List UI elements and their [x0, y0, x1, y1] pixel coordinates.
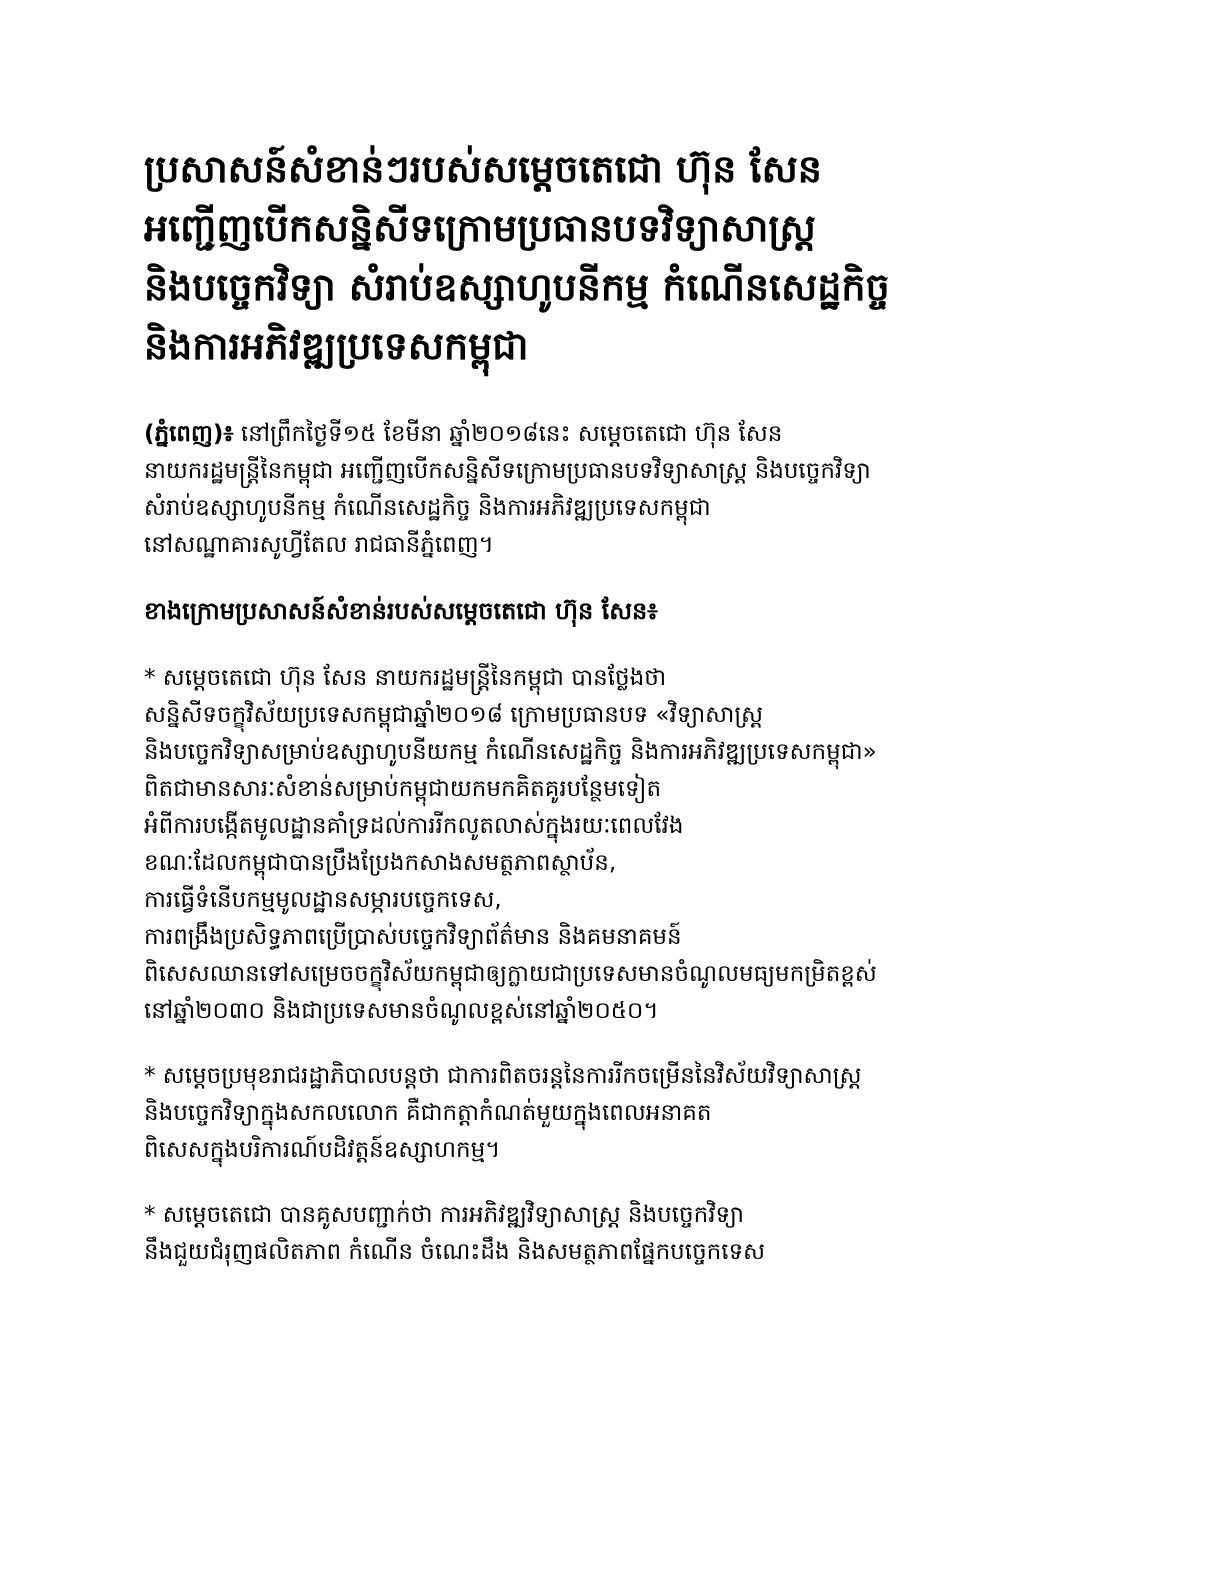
- point-line: និងបច្ចេកវិទ្យាក្នុងសកលលោក គឺជាកត្តាកំណត់មួយក្នុងពេលអនាគត: [144, 1100, 712, 1126]
- title-line: ប្រសាសន៍សំខាន់ៗរបស់សម្តេចតេជោ ហ៊ុន សែន: [144, 147, 822, 191]
- point-line: ការពង្រឹងប្រសិទ្ធភាពប្រើប្រាស់បច្ចេកវិទ្យាព័ត៌មាន និងគមនាគមន៍: [144, 924, 682, 950]
- point-line: អំពីការបង្កើតមូលដ្ឋានគាំទ្រដល់ការរីកលូតលាស់ក្នុងរយៈពេលវែង: [144, 813, 684, 839]
- point-paragraph: [144, 660, 1080, 1030]
- title-line: អញ្ជើញបើកសន្និសីទក្រោមប្រធានបទវិទ្យាសាស្ត្រ: [144, 206, 816, 250]
- point-line: នឹងជួយជំរុញផលិតភាព កំណើន ចំណេះដឹង និងសមត្ថភាពផ្នែកបច្ចេកទេស: [144, 1239, 766, 1265]
- point-line: សន្និសីទចក្ខុវិស័យប្រទេសកម្ពុជាឆ្នាំ២០១៨ ក្រោមប្រធានបទ «វិទ្យាសាស្ត្រ: [144, 702, 764, 728]
- point-paragraph: [144, 1058, 1080, 1169]
- point-line: ខណៈដែលកម្ពុជាបានប្រឹងប្រែងកសាងសមត្ថភាពស្ថាប័ន,: [144, 850, 617, 876]
- article-title: [144, 140, 1080, 376]
- point-line: ពិសេសឈានទៅសម្រេចចក្ខុវិស័យកម្ពុជាឲ្យក្លាយជាប្រទេសមានចំណូលមធ្យមកម្រិតខ្ពស់: [144, 961, 877, 987]
- point-line: និងបច្ចេកវិទ្យាសម្រាប់ឧស្សាហូបនីយកម្ម កំណើនសេដ្ឋកិច្ច និងការអភិវឌ្ឍប្រទេសកម្ពុជា»: [144, 739, 877, 765]
- dateline: (ភ្នំពេញ)៖: [144, 421, 234, 447]
- intro-first-line-text: នៅព្រឹកថ្ងៃទី១៥ ខែមីនា ឆ្នាំ២០១៨នេះ សម្តេចតេជោ ហ៊ុន សែន: [233, 421, 783, 447]
- point-line: * សម្តេចតេជោ ហ៊ុន សែន នាយករដ្ឋមន្ត្រីនៃកម្ពុជា បានថ្លែងថា: [144, 665, 667, 691]
- point-line: ការធ្វើទំនើបកម្មមូលដ្ឋានសម្ភារបច្ចេកទេស,: [144, 887, 502, 913]
- intro-line: នាយករដ្ឋមន្ត្រីនៃកម្ពុជា អញ្ជើញបើកសន្និសីទក្រោមប្រធានបទវិទ្យាសាស្ត្រ និងបច្ចេកវិទ្យា: [144, 458, 871, 484]
- point-line: ពិសេសក្នុងបរិការណ៍បដិវត្តន៍ឧស្សាហកម្ម។: [144, 1137, 501, 1163]
- intro-line: សំរាប់ឧស្សាហូបនីកម្ម កំណើនសេដ្ឋកិច្ច និងការអភិវឌ្ឍប្រទេសកម្ពុជា: [144, 495, 711, 521]
- intro-line: នៅសណ្ឋាគារសូហ្វីតែល រាជធានីភ្នំពេញ។: [144, 532, 494, 558]
- title-line: និងការអភិវឌ្ឍប្រទេសកម្ពុជា: [144, 324, 529, 368]
- point-line: ពិតជាមានសារៈសំខាន់សម្រាប់កម្ពុជាយកមកគិតគូរបន្ថែមទៀត: [144, 776, 662, 802]
- point-line: នៅឆ្នាំ២០៣០ និងជាប្រទេសមានចំណូលខ្ពស់នៅឆ្នាំ២០៥០។: [144, 998, 659, 1024]
- section-heading: ខាងក្រោមប្រសាសន៍សំខាន់របស់សម្តេចតេជោ ហ៊ុន សែន៖: [144, 597, 658, 625]
- title-line: និងបច្ចេកវិទ្យា សំរាប់ឧស្សាហូបនីកម្ម កំណើនសេដ្ឋកិច្ច: [144, 265, 890, 309]
- point-line: * សម្តេចតេជោ បានគូសបញ្ជាក់ថា ការអភិវឌ្ឍវិទ្យាសាស្ត្រ និងបច្ចេកវិទ្យា: [144, 1202, 744, 1228]
- point-paragraph: [144, 1197, 1080, 1271]
- intro-paragraph: [144, 416, 1080, 564]
- point-line: * សម្តេចប្រមុខរាជរដ្ឋាភិបាលបន្តថា ជាការពិតចរន្តនៃការរីកចម្រើននៃវិស័យវិទ្យាសាស្ត្រ: [144, 1063, 862, 1089]
- article-body: [144, 140, 1080, 1299]
- intro-first-line: [144, 416, 1080, 453]
